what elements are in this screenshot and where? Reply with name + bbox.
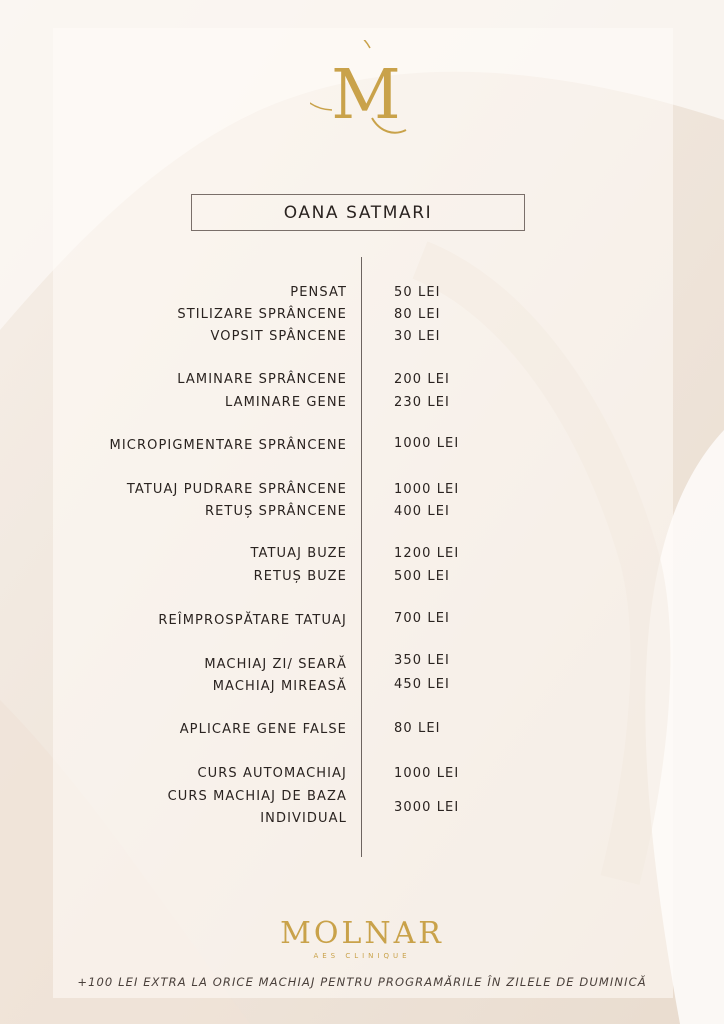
title-text: OANA SATMARI — [283, 202, 433, 223]
service-name: STILIZARE SPRÂNCENE — [177, 307, 347, 322]
menu-panel — [53, 28, 673, 998]
logo-letter: M — [331, 56, 401, 135]
service-name: MACHIAJ MIREASĂ — [212, 679, 347, 694]
service-name: RETUȘ BUZE — [253, 569, 347, 584]
service-name: CURS AUTOMACHIAJ — [197, 766, 347, 781]
service-price: 50 LEI — [394, 285, 441, 300]
service-name: REÎMPROSPĂTARE TATUAJ — [158, 613, 347, 628]
service-name: MACHIAJ ZI/ SEARĂ — [204, 657, 347, 672]
service-price: 1200 LEI — [394, 546, 460, 561]
column-divider — [361, 257, 362, 857]
brand-logo: MOLNAR — [280, 916, 444, 951]
service-price: 30 LEI — [394, 329, 441, 344]
service-price: 450 LEI — [394, 677, 450, 692]
service-name: TATUAJ BUZE — [250, 546, 347, 561]
service-name: LAMINARE SPRÂNCENE — [177, 372, 347, 387]
service-price: 230 LEI — [394, 395, 450, 410]
service-price: 200 LEI — [394, 372, 450, 387]
service-name: LAMINARE GENE — [224, 395, 347, 410]
service-name: MICROPIGMENTARE SPRÂNCENE — [109, 438, 347, 453]
service-name: PENSAT — [290, 285, 347, 300]
service-name: VOPSIT SPÂNCENE — [210, 329, 347, 344]
service-price: 500 LEI — [394, 569, 450, 584]
page-title — [191, 194, 525, 231]
service-price: 1000 LEI — [394, 766, 460, 781]
service-name: RETUȘ SPRÂNCENE — [204, 504, 347, 519]
service-price: 80 LEI — [394, 307, 441, 322]
footer-note: +100 LEI EXTRA LA ORICE MACHIAJ PENTRU PROGRAMĂRILE ÎN ZILELE DE DUMINICĂ — [77, 975, 647, 989]
service-price: 400 LEI — [394, 504, 450, 519]
service-name: TATUAJ PUDRARE SPRÂNCENE — [126, 482, 347, 497]
service-price: 350 LEI — [394, 653, 450, 668]
service-price: 1000 LEI — [394, 436, 460, 451]
service-price: 80 LEI — [394, 721, 441, 736]
service-price: 3000 LEI — [394, 800, 460, 815]
service-name: APLICARE GENE FALSE — [179, 722, 347, 737]
service-price: 700 LEI — [394, 611, 450, 626]
service-price: 1000 LEI — [394, 482, 460, 497]
monogram-logo-icon — [310, 40, 414, 144]
service-name: CURS MACHIAJ DE BAZA INDIVIDUAL — [167, 789, 347, 826]
brand-tagline: AES CLINIQUE — [313, 952, 411, 960]
